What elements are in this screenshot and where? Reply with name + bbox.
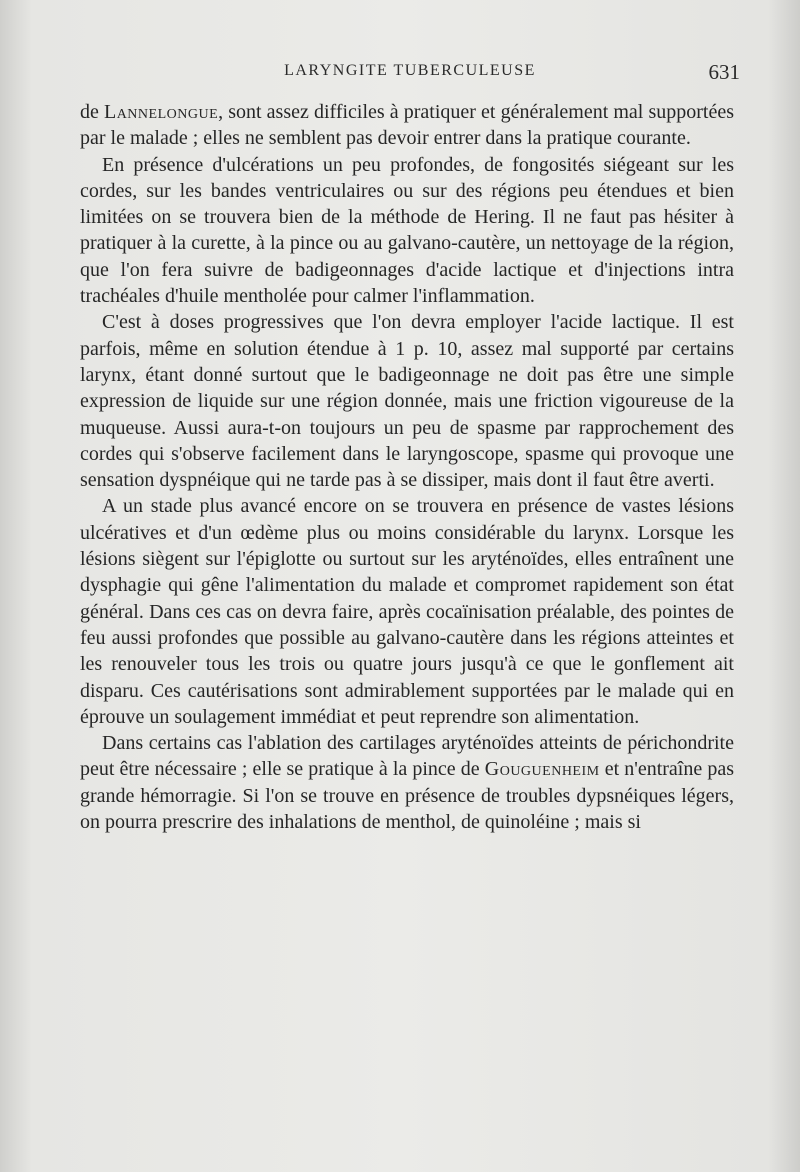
paragraph-3: C'est à doses progressives que l'on devra employer l'acide lactique. Il est parfois, même en solution étendue à 1 p. 10, assez mal supporté par certains larynx, étant donné surtout que le badigeonnage ne doit pas être une simple expression de liquide sur une région donnée, mais une friction vigoureuse de la muqueuse. Aussi aura-t-on toujours un peu de spasme par rapprochement des cordes qui s'observe facilement dans le laryngoscope, spasme qui provoque une sensation dyspnéique qui ne tarde pas à se dissiper, mais dont il faut être averti. xyxy=(80,311,734,492)
paragraph-5 xyxy=(80,730,734,835)
author-name-lannelongue: Lannelongue xyxy=(103,101,219,123)
running-title: LARYNGITE TUBERCULEUSE xyxy=(284,62,536,79)
paragraph-1-rest: , sont assez difficiles à pratiquer et généralement mal supportées par le malade ; elles ne semblent pas devoir entrer dans la pratique courante. xyxy=(80,101,734,150)
paragraph-5-rest: et n'entraîne pas grande hémorragie. Si l'on se trouve en présence de troubles dypsnéiques légers, on pourra prescrire des inhalations de menthol, de quinoléine ; mais si xyxy=(80,758,734,834)
paragraph-4: A un stade plus avancé encore on se trouvera en présence de vastes lésions ulcératives et d'un œdème plus ou moins considérable du larynx. Lorsque les lésions siègent sur l'épiglotte ou surtout sur les aryténoïdes, elles entraînent une dysphagie qui gêne l'alimentation du malade et compromet rapidement son état général. Dans ces cas on devra faire, après cocaïnisation préalable, des pointes de feu aussi profondes que possible au galvano-cautère dans les régions atteintes et les renouveler tous les trois ou quatre jours jusqu'à ce que le gonflement ait disparu. Ces cautérisations sont admirablement supportées par le malade qui en éprouve un soulagement immédiat et peut reprendre son alimentation. xyxy=(80,495,734,728)
paragraph-1 xyxy=(80,99,734,152)
paragraph-2: En présence d'ulcérations un peu profondes, de fongosités siégeant sur les cordes, sur les bandes ventriculaires ou sur des régions peu étendues et bien limitées on se trouvera bien de la méthode de Hering. Il ne faut pas hésiter à pratiquer à la curette, à la pince ou au galvano-cautère, un nettoyage de la région, que l'on fera suivre de badigeonnages d'acide lactique et d'injections intra trachéales d'huile mentholée pour calmer l'inflammation. xyxy=(80,153,734,308)
body-text xyxy=(80,99,734,835)
page-number: 631 xyxy=(708,60,740,84)
page-header xyxy=(80,58,740,88)
author-name-gouguenheim: Gouguenheim xyxy=(484,758,600,781)
paragraph-5-start: Dans certains cas l'ablation des cartilages aryténoïdes atteints de périchondrite peut être nécessaire ; elle se pratique à la pince de xyxy=(80,732,734,781)
paragraph-1-start: de xyxy=(80,101,104,123)
